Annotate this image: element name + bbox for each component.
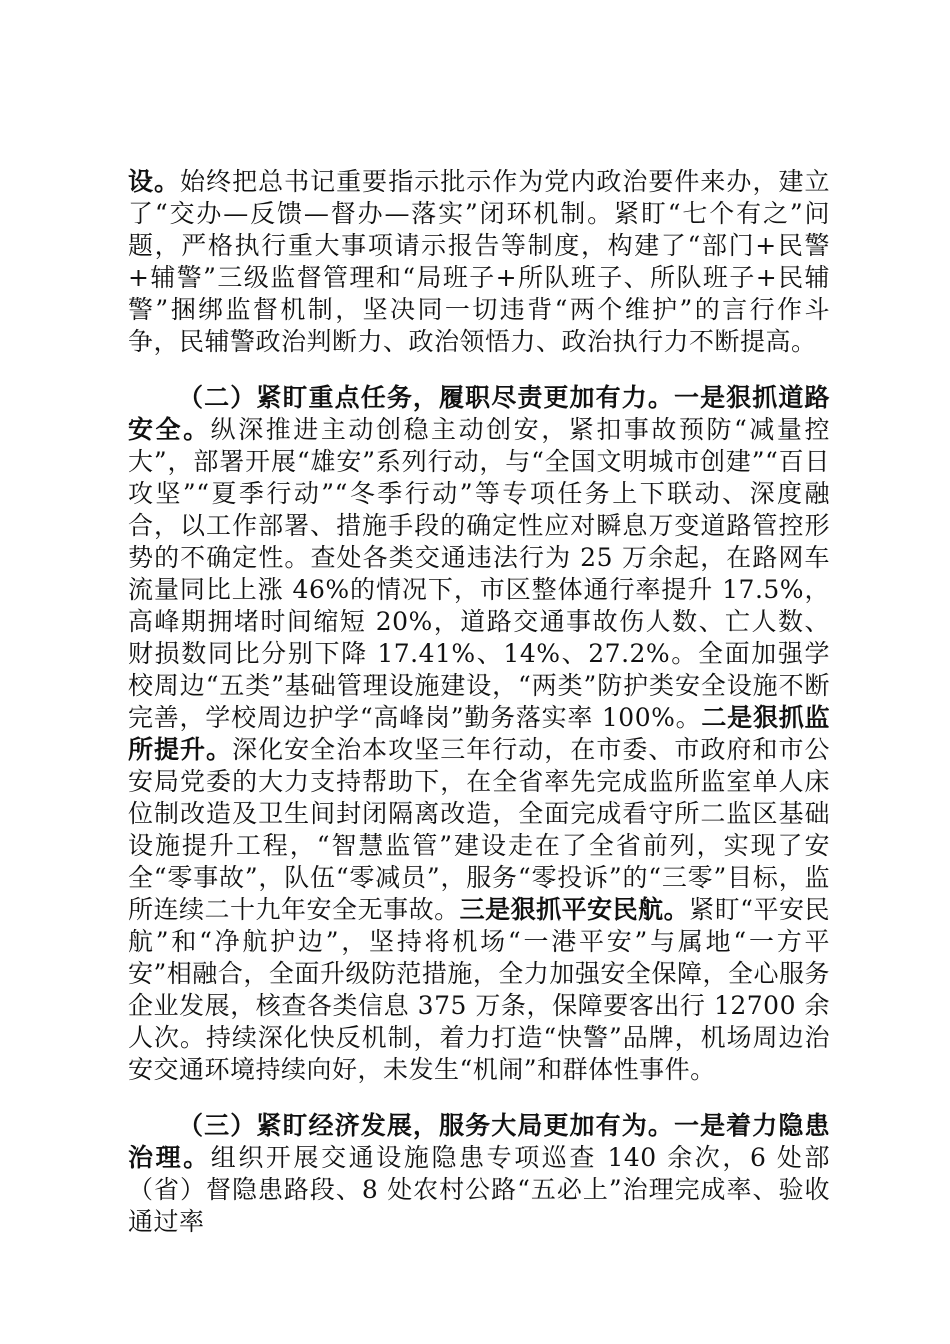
section-2-item-1-text: 纵深推进主动创稳主动创安，紧扣事故预防“减量控大”，部署开展“雄安”系列行动，与“全国文明城市创建”“百日攻坚”“夏季行动”“冬季行动”等专项任务上下联动、深度融合，以工作部署、措施手段的确定性应对瞬息万变道路管控形势的不确定性。查处各类交通违法行为 25 万余起，在路网车流量同比上涨 46%的情况下，市区整体通行率提升 17.5%，高峰期拥堵时间缩短 20%，道路交通事故伤人数、亡人数、财损数同比分别下降 17.41%、14%、27.2%。全面加强学校周边“五类”基础管理设施建设，“两类”防护类安全设施不断完善，学校周边护学“高峰岗”勤务落实率 100%。 bbox=[128, 415, 830, 732]
section-2-item-3-text: 紧盯“平安民航”和“净航护边”，坚持将机场“一港平安”与属地“一方平安”相融合，全面升级防范措施，全力加强安全保障，全心服务企业发展，核查各类信息 375 万条，保障要客出行 12700 余人次。持续深化快反机制，着力打造“快警”品牌，机场周边治安交通环境持续向好，未发生“机闹”和群体性事件。 bbox=[128, 895, 830, 1084]
section-2-item-2-title: 二是狠抓监所提升。 bbox=[128, 703, 830, 764]
paragraph-1 bbox=[128, 166, 830, 358]
section-3-item-1-title: 一是着力隐患治理。 bbox=[128, 1111, 830, 1172]
paragraph-1-text: 始终把总书记重要指示批示作为党内政治要件来办，建立了“交办—反馈—督办—落实”闭环机制。紧盯“七个有之”问题，严格执行重大事项请示报告等制度，构建了“部门+民警+辅警”三级监督管理和“局班子+所队班子、所队班子+民辅警”捆绑监督机制，坚决同一切违背“两个维护”的言行作斗争，民辅警政治判断力、政治领悟力、政治执行力不断提高。 bbox=[128, 167, 830, 356]
paragraph-3 bbox=[128, 1110, 830, 1238]
paragraph-2 bbox=[128, 382, 830, 1086]
section-2-heading: （二）紧盯重点任务，履职尽责更加有力。 bbox=[178, 383, 674, 412]
section-2-item-1-title: 一是狠抓道路安全。 bbox=[128, 383, 830, 444]
document-body bbox=[128, 166, 830, 1238]
section-2-item-3-title: 三是狠抓平安民航。 bbox=[459, 895, 690, 924]
section-3-item-1-text: 组织开展交通设施隐患专项巡查 140 余次，6 处部（省）督隐患路段、8 处农村公路“五必上”治理完成率、验收通过率 bbox=[128, 1143, 830, 1236]
paragraph-spacer bbox=[128, 358, 830, 382]
section-2-item-2-text: 深化安全治本攻坚三年行动，在市委、市政府和市公安局党委的大力支持帮助下，在全省率先完成监所监室单人床位制改造及卫生间封闭隔离改造，全面完成看守所二监区基础设施提升工程，“智慧监管”建设走在了全省前列，实现了安全“零事故”，队伍“零减员”，服务“零投诉”的“三零”目标，监所连续二十九年安全无事故。 bbox=[128, 735, 830, 924]
paragraph-spacer bbox=[128, 1086, 830, 1110]
section-3-heading: （三）紧盯经济发展，服务大局更加有为。 bbox=[178, 1111, 674, 1140]
paragraph-1-lead: 设。 bbox=[128, 167, 181, 196]
